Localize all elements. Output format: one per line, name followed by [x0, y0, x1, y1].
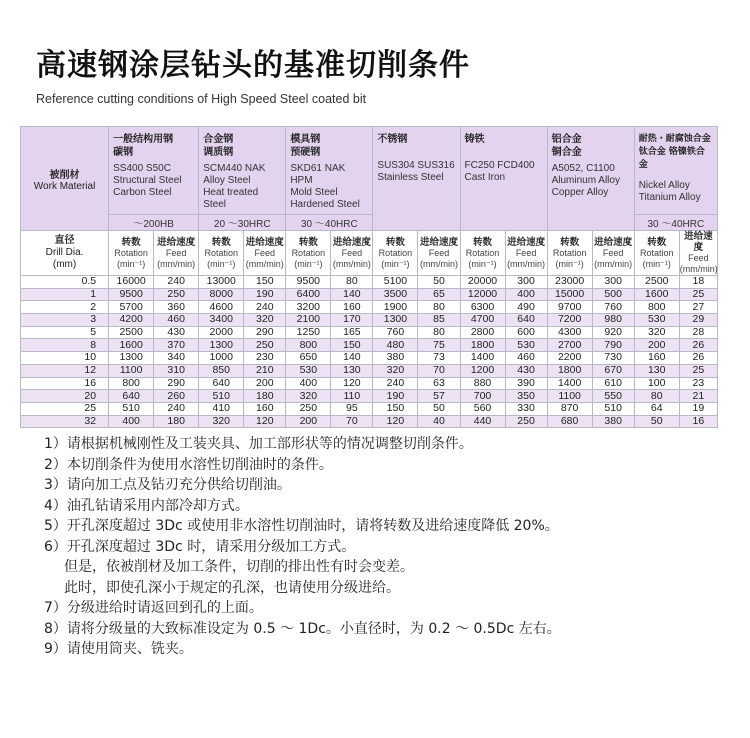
rotation-cell: 5700: [109, 301, 154, 314]
feed-cell: 25: [679, 364, 717, 377]
feed-cell: 29: [679, 314, 717, 327]
rotation-cell: 3400: [199, 314, 244, 327]
feed-cell: 28: [679, 326, 717, 339]
feed-header-0: 进给速度 Feed (mm/min): [154, 231, 199, 276]
feed-cell: 180: [244, 390, 286, 403]
rotation-cell: 240: [373, 377, 418, 390]
drill-diameter-cell: 12: [21, 364, 109, 377]
rotation-cell: 80: [634, 390, 679, 403]
rotation-cell: 250: [286, 402, 331, 415]
feed-cell: 26: [679, 339, 717, 352]
feed-cell: 150: [331, 339, 373, 352]
rotation-cell: 3200: [286, 301, 331, 314]
feed-cell: 300: [505, 276, 547, 289]
feed-cell: 600: [505, 326, 547, 339]
rotation-cell: 2000: [199, 326, 244, 339]
feed-cell: 380: [592, 415, 634, 428]
rotation-cell: 9700: [547, 301, 592, 314]
material-header-alloy-steel: 合金钢 调质钢 SCM440 NAK Alloy Steel Heat treated Steel: [199, 127, 286, 215]
feed-cell: 80: [331, 276, 373, 289]
feed-cell: 320: [244, 314, 286, 327]
feed-cell: 260: [154, 390, 199, 403]
feed-cell: 160: [244, 402, 286, 415]
feed-cell: 120: [244, 415, 286, 428]
feed-cell: 370: [154, 339, 199, 352]
drill-diameter-cell: 16: [21, 377, 109, 390]
cutting-conditions-table: [20, 126, 718, 428]
rotation-cell: 320: [286, 390, 331, 403]
feed-cell: 18: [679, 276, 717, 289]
rotation-cell: 1200: [460, 364, 505, 377]
feed-cell: 390: [505, 377, 547, 390]
rotation-cell: 680: [547, 415, 592, 428]
rotation-cell: 320: [373, 364, 418, 377]
rotation-cell: 1900: [373, 301, 418, 314]
feed-cell: 310: [154, 364, 199, 377]
rotation-cell: 3500: [373, 288, 418, 301]
rotation-cell: 4300: [547, 326, 592, 339]
rotation-cell: 760: [373, 326, 418, 339]
rotation-cell: 400: [286, 377, 331, 390]
rotation-cell: 870: [547, 402, 592, 415]
rotation-cell: 560: [460, 402, 505, 415]
rotation-cell: 130: [634, 364, 679, 377]
note-item: 7）分级进给时请返回到孔的上面。: [44, 600, 263, 616]
rotation-cell: 640: [199, 377, 244, 390]
rotation-cell: 480: [373, 339, 418, 352]
rotation-cell: 50: [634, 415, 679, 428]
feed-cell: 165: [331, 326, 373, 339]
note-item: 5）开孔深度超过 3Dc 或使用非水溶性切削油时，请将转数及进给速度降低 20%。: [44, 518, 559, 534]
rotation-cell: 9500: [109, 288, 154, 301]
rotation-cell: 6300: [460, 301, 505, 314]
rotation-cell: 440: [460, 415, 505, 428]
rotation-cell: 8000: [199, 288, 244, 301]
feed-cell: 250: [154, 288, 199, 301]
drill-diameter-cell: 2: [21, 301, 109, 314]
table-row: [21, 276, 718, 289]
material-header-mold-steel: 模具钢 预硬钢 SKD61 NAK HPM Mold Steel Hardened Steel: [286, 127, 373, 215]
feed-cell: 190: [244, 288, 286, 301]
rotation-cell: 1000: [199, 352, 244, 365]
work-material-header: 被削材 Work Material: [21, 127, 109, 231]
rotation-cell: 23000: [547, 276, 592, 289]
rotation-cell: 1400: [460, 352, 505, 365]
rotation-cell: 1400: [547, 377, 592, 390]
rotation-cell: 640: [109, 390, 154, 403]
feed-cell: 170: [331, 314, 373, 327]
table-row: [21, 364, 718, 377]
rotation-cell: 5100: [373, 276, 418, 289]
rotation-cell: 2500: [634, 276, 679, 289]
rotation-cell: 510: [109, 402, 154, 415]
rotation-cell: 880: [460, 377, 505, 390]
rotation-cell: 1300: [199, 339, 244, 352]
feed-cell: 300: [592, 276, 634, 289]
feed-cell: 360: [154, 301, 199, 314]
feed-cell: 180: [154, 415, 199, 428]
rotation-cell: 4700: [460, 314, 505, 327]
feed-cell: 140: [331, 352, 373, 365]
feed-header-4: 进给速度 Feed (mm/min): [505, 231, 547, 276]
note-item: 但是，依被削材及加工条件，切削的排出性有时会变差。: [64, 559, 414, 575]
rotation-header-1: 转数 Rotation (min⁻¹): [199, 231, 244, 276]
feed-cell: 250: [505, 415, 547, 428]
feed-cell: 50: [418, 276, 460, 289]
hardness-mold-steel: 30 ～40HRC: [286, 215, 373, 231]
drill-diameter-cell: 8: [21, 339, 109, 352]
feed-cell: 460: [154, 314, 199, 327]
rotation-cell: 650: [286, 352, 331, 365]
table-row: [21, 390, 718, 403]
rotation-cell: 1300: [109, 352, 154, 365]
feed-cell: 200: [244, 377, 286, 390]
rotation-cell: 510: [199, 390, 244, 403]
drill-diameter-cell: 1: [21, 288, 109, 301]
table-row: [21, 377, 718, 390]
feed-cell: 230: [244, 352, 286, 365]
table-row: [21, 352, 718, 365]
feed-header-5: 进给速度 Feed (mm/min): [592, 231, 634, 276]
table-row: [21, 415, 718, 428]
hardness-carbon-steel: ～200HB: [109, 215, 199, 231]
feed-cell: 150: [244, 276, 286, 289]
rotation-cell: 4200: [109, 314, 154, 327]
note-item: 此时，即使孔深小于规定的孔深，也请使用分级进给。: [64, 579, 400, 596]
feed-cell: 65: [418, 288, 460, 301]
table-row: [21, 314, 718, 327]
feed-cell: 920: [592, 326, 634, 339]
rotation-cell: 7200: [547, 314, 592, 327]
drill-diameter-cell: 3: [21, 314, 109, 327]
material-header-cast-iron: 铸铁 FC250 FCD400 Cast Iron: [460, 127, 547, 231]
feed-cell: 340: [154, 352, 199, 365]
rotation-cell: 1250: [286, 326, 331, 339]
feed-cell: 240: [154, 402, 199, 415]
feed-cell: 350: [505, 390, 547, 403]
rotation-cell: 800: [109, 377, 154, 390]
feed-cell: 95: [331, 402, 373, 415]
rotation-cell: 800: [286, 339, 331, 352]
feed-cell: 70: [331, 415, 373, 428]
rotation-cell: 800: [634, 301, 679, 314]
feed-cell: 140: [331, 288, 373, 301]
feed-cell: 290: [154, 377, 199, 390]
feed-cell: 330: [505, 402, 547, 415]
rotation-cell: 12000: [460, 288, 505, 301]
rotation-cell: 320: [634, 326, 679, 339]
feed-cell: 26: [679, 352, 717, 365]
rotation-cell: 16000: [109, 276, 154, 289]
note-item: 8）请将分级量的大致标准设定为 0.5 ～ 1Dc。小直径时，为 0.2 ～ 0.5Dc 左右。: [44, 620, 561, 637]
feed-cell: 21: [679, 390, 717, 403]
table-row: [21, 288, 718, 301]
feed-cell: 790: [592, 339, 634, 352]
drill-diameter-cell: 0.5: [21, 276, 109, 289]
rotation-header-4: 转数 Rotation (min⁻¹): [460, 231, 505, 276]
rotation-cell: 64: [634, 402, 679, 415]
rotation-cell: 6400: [286, 288, 331, 301]
table-row: [21, 339, 718, 352]
feed-cell: 57: [418, 390, 460, 403]
rotation-cell: 120: [373, 415, 418, 428]
feed-header-3: 进给速度 Feed (mm/min): [418, 231, 460, 276]
feed-cell: 240: [154, 276, 199, 289]
feed-cell: 210: [244, 364, 286, 377]
page-title: 高速钢涂层钻头的基准切削条件: [36, 48, 470, 83]
feed-cell: 19: [679, 402, 717, 415]
rotation-cell: 160: [634, 352, 679, 365]
rotation-cell: 1300: [373, 314, 418, 327]
feed-cell: 240: [244, 301, 286, 314]
rotation-cell: 320: [199, 415, 244, 428]
feed-cell: 250: [244, 339, 286, 352]
rotation-cell: 400: [109, 415, 154, 428]
drill-diameter-header: 直径 Drill Dia. (mm): [21, 231, 109, 276]
rotation-cell: 15000: [547, 288, 592, 301]
rotation-cell: 1100: [109, 364, 154, 377]
feed-cell: 73: [418, 352, 460, 365]
rotation-cell: 9500: [286, 276, 331, 289]
drill-diameter-cell: 32: [21, 415, 109, 428]
material-header-carbon-steel: 一般结构用钢 碳钢 SS400 S50C Structural Steel Carbon Steel: [109, 127, 199, 215]
feed-cell: 23: [679, 377, 717, 390]
feed-cell: 670: [592, 364, 634, 377]
rotation-cell: 2500: [109, 326, 154, 339]
hardness-nickel-alloy: 30 ～40HRC: [634, 215, 717, 231]
rotation-cell: 150: [373, 402, 418, 415]
feed-cell: 730: [592, 352, 634, 365]
feed-cell: 490: [505, 301, 547, 314]
rotation-header-5: 转数 Rotation (min⁻¹): [547, 231, 592, 276]
feed-cell: 120: [331, 377, 373, 390]
note-item: 2）本切削条件为使用水溶性切削油时的条件。: [44, 456, 333, 473]
rotation-cell: 1100: [547, 390, 592, 403]
rotation-cell: 2100: [286, 314, 331, 327]
feed-cell: 430: [154, 326, 199, 339]
feed-cell: 160: [331, 301, 373, 314]
rotation-cell: 530: [286, 364, 331, 377]
rotation-cell: 2700: [547, 339, 592, 352]
rotation-header-2: 转数 Rotation (min⁻¹): [286, 231, 331, 276]
note-item: 4）油孔钻请采用内部冷却方式。: [44, 497, 249, 514]
drill-diameter-cell: 25: [21, 402, 109, 415]
note-item: 3）请向加工点及钻刃充分供给切削油。: [44, 477, 291, 493]
feed-cell: 460: [505, 352, 547, 365]
rotation-cell: 190: [373, 390, 418, 403]
feed-cell: 85: [418, 314, 460, 327]
material-header-nickel-alloy: 耐热・耐腐蚀合金 钛合金 铬镍铁合金 Nickel Alloy Titanium Alloy: [634, 127, 717, 215]
table-row: [21, 402, 718, 415]
feed-cell: 70: [418, 364, 460, 377]
feed-cell: 80: [418, 326, 460, 339]
feed-cell: 980: [592, 314, 634, 327]
rotation-cell: 530: [634, 314, 679, 327]
rotation-cell: 850: [199, 364, 244, 377]
feed-cell: 27: [679, 301, 717, 314]
feed-header-2: 进给速度 Feed (mm/min): [331, 231, 373, 276]
drill-diameter-cell: 20: [21, 390, 109, 403]
rotation-cell: 410: [199, 402, 244, 415]
feed-cell: 400: [505, 288, 547, 301]
feed-cell: 40: [418, 415, 460, 428]
rotation-cell: 100: [634, 377, 679, 390]
feed-cell: 550: [592, 390, 634, 403]
feed-cell: 130: [331, 364, 373, 377]
note-item: 9）请使用筒夹、铣夹。: [44, 641, 193, 657]
rotation-cell: 13000: [199, 276, 244, 289]
feed-cell: 430: [505, 364, 547, 377]
rotation-header-3: 转数 Rotation (min⁻¹): [373, 231, 418, 276]
feed-cell: 290: [244, 326, 286, 339]
rotation-cell: 2200: [547, 352, 592, 365]
rotation-cell: 4600: [199, 301, 244, 314]
feed-cell: 63: [418, 377, 460, 390]
rotation-cell: 20000: [460, 276, 505, 289]
rotation-cell: 1800: [547, 364, 592, 377]
feed-cell: 510: [592, 402, 634, 415]
page-subtitle: Reference cutting conditions of High Speed Steel coated bit: [36, 92, 367, 106]
notes-list: [44, 434, 561, 660]
drill-diameter-cell: 10: [21, 352, 109, 365]
feed-cell: 75: [418, 339, 460, 352]
feed-cell: 640: [505, 314, 547, 327]
rotation-cell: 380: [373, 352, 418, 365]
rotation-cell: 200: [634, 339, 679, 352]
hardness-alloy-steel: 20 ～30HRC: [199, 215, 286, 231]
feed-cell: 760: [592, 301, 634, 314]
note-item: 6）开孔深度超过 3Dc 时，请采用分级加工方式。: [44, 538, 356, 555]
feed-cell: 530: [505, 339, 547, 352]
feed-cell: 110: [331, 390, 373, 403]
table-row: [21, 326, 718, 339]
rotation-header-0: 转数 Rotation (min⁻¹): [109, 231, 154, 276]
rotation-cell: 200: [286, 415, 331, 428]
rotation-cell: 700: [460, 390, 505, 403]
material-header-stainless-steel: 不锈钢 SUS304 SUS316 Stainless Steel: [373, 127, 460, 231]
rotation-header-6: 转数 Rotation (min⁻¹): [634, 231, 679, 276]
feed-header-1: 进给速度 Feed (mm/min): [244, 231, 286, 276]
feed-cell: 610: [592, 377, 634, 390]
rotation-cell: 1600: [109, 339, 154, 352]
feed-cell: 500: [592, 288, 634, 301]
drill-diameter-cell: 5: [21, 326, 109, 339]
feed-header-6: 进给速度 Feed (mm/min): [679, 231, 718, 274]
feed-cell: 80: [418, 301, 460, 314]
note-item: 1）请根据机械刚性及工装夹具、加工部形状等的情况调整切削条件。: [44, 436, 473, 452]
feed-cell: 50: [418, 402, 460, 415]
rotation-cell: 2800: [460, 326, 505, 339]
feed-cell: 25: [679, 288, 717, 301]
rotation-cell: 1800: [460, 339, 505, 352]
material-header-aluminum-alloy: 铝合金 铜合金 A5052, C1100 Aluminum Alloy Copper Alloy: [547, 127, 634, 231]
feed-cell: 16: [679, 415, 717, 428]
table-row: [21, 301, 718, 314]
rotation-cell: 1600: [634, 288, 679, 301]
